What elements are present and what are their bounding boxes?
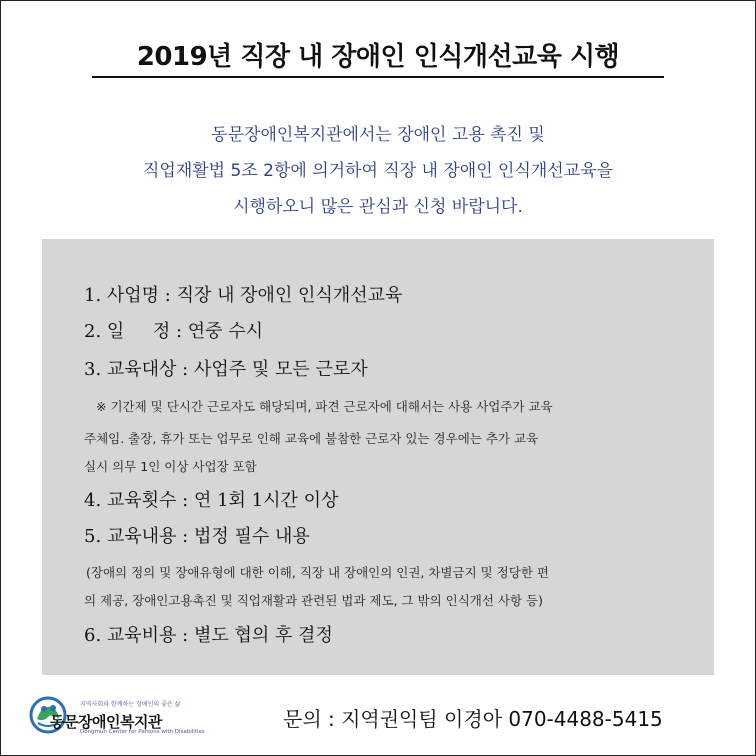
target-note-line-3: 실시 의무 1인 이상 사업장 포함 [84, 459, 257, 474]
intro-line-2: 직업재활법 5조 2항에 의거하여 직장 내 장애인 인식개선교육을 [142, 161, 613, 181]
item-frequency: 4. 교육횟수 : 연 1회 1시간 이상 [84, 490, 339, 511]
logo-name: 동문장애인복지관 [50, 713, 162, 731]
target-note-line-1: ※ 기간제 및 단시간 근로자도 해당되며, 파견 근로자에 대해서는 사용 사업주가 교육 [96, 399, 553, 414]
content-note-line-2: 의 제공, 장애인고용촉진 및 직업재활과 관련된 법과 제도, 그 밖의 인식개선 사항 등) [84, 593, 543, 608]
item-content: 5. 교육내용 : 법정 필수 내용 [84, 526, 310, 547]
content-note-line-1: (장애의 정의 및 장애유형에 대한 이해, 직장 내 장애인의 인권, 차별금지 및 정당한 편 [86, 565, 549, 580]
item-cost: 6. 교육비용 : 별도 협의 후 결정 [84, 625, 333, 646]
item-schedule: 2. 일 정 : 연중 수시 [84, 321, 264, 342]
intro-paragraph [0, 117, 756, 225]
item-target: 3. 교육대상 : 사업주 및 모든 근로자 [84, 359, 368, 380]
logo-english-name: Dongmun Center for Persons with Disabilities [80, 729, 205, 735]
logo-tagline: 지역사회와 함께하는 장애인의 좋은 삶 [80, 701, 181, 708]
intro-line-1: 동문장애인복지관에서는 장애인 고용 촉진 및 [211, 125, 545, 145]
target-note-line-2: 주체임. 출장, 휴가 또는 업무로 인해 교육에 불참한 근로자 있는 경우에는 추가 교육 [84, 431, 539, 446]
item-program-name: 1. 사업명 : 직장 내 장애인 인식개선교육 [84, 285, 403, 306]
title-underline [92, 76, 664, 78]
contact-info: 문의 : 지역권익팀 이경아 070-4488-5415 [283, 707, 663, 731]
page-title: 2019년 직장 내 장애인 인식개선교육 시행 [136, 42, 620, 72]
intro-line-3: 시행하오니 많은 관심과 신청 바랍니다. [233, 197, 523, 217]
